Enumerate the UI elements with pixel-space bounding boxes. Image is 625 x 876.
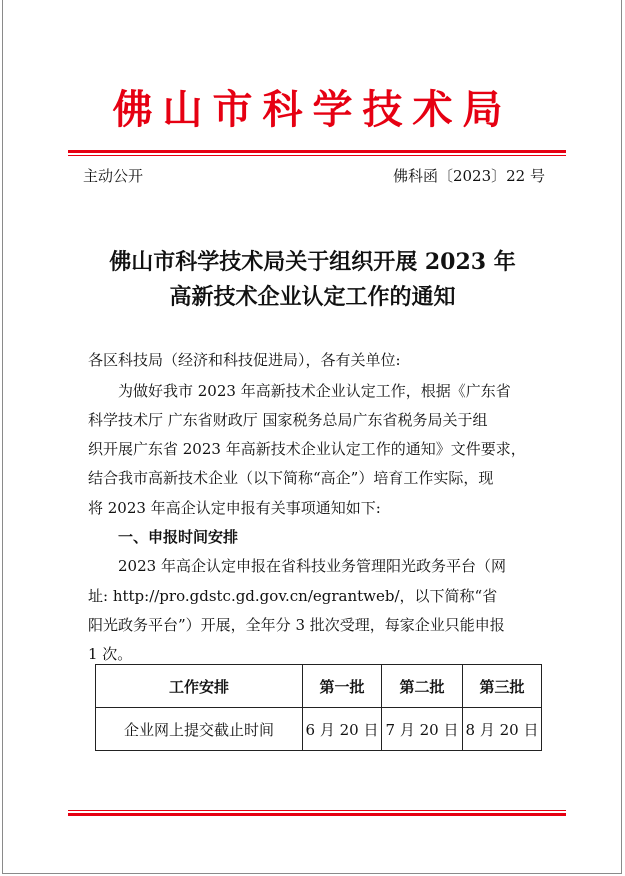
table-cell: 企业网上提交截止时间	[96, 708, 303, 751]
body-text-line: 1 次。	[88, 645, 133, 663]
section-heading: 一、申报时间安排	[88, 528, 239, 546]
red-divider-bottom-thick	[68, 813, 566, 816]
disclosure-label: 主动公开	[83, 167, 144, 185]
document-number: 佛科函〔2023〕22 号	[392, 167, 545, 185]
body-text-line: 结合我市高新技术企业（以下简称“高企”）培育工作实际，现	[88, 469, 494, 487]
body-text-line: 为做好我市 2023 年高新技术企业认定工作，根据《广东省	[88, 382, 511, 400]
table-header-cell: 第三批	[463, 665, 542, 708]
document-title-line-2: 高新技术企业认定工作的通知	[169, 284, 456, 310]
document-title-line-1: 佛山市科学技术局关于组织开展 2023 年	[109, 249, 516, 275]
table-header-cell: 工作安排	[96, 665, 303, 708]
body-text-line: 阳光政务平台”）开展，全年分 3 批次受理，每家企业只能申报	[88, 616, 505, 634]
body-text-line: 址: http://pro.gdstc.gd.gov.cn/egrantweb/，以下简称“省	[88, 587, 498, 605]
issuing-authority-title: 佛山市科学技术局	[112, 86, 513, 133]
table-row	[96, 708, 542, 751]
table-header-row	[96, 665, 542, 708]
table-cell: 8 月 20 日	[463, 708, 542, 751]
body-text-line: 将 2023 年高企认定申报有关事项通知如下:	[88, 499, 381, 517]
salutation: 各区科技局（经济和科技促进局），各有关单位:	[88, 351, 401, 369]
red-divider-top-thick	[68, 150, 566, 153]
body-text-line: 2023 年高企认定申报在省科技业务管理阳光政务平台（网	[88, 557, 506, 575]
body-text-line: 科学技术厅 广东省财政厅 国家税务总局广东省税务局关于组	[88, 411, 488, 429]
body-text-line: 织开展广东省 2023 年高新技术企业认定工作的通知》文件要求，	[88, 440, 526, 458]
table-header-cell: 第一批	[303, 665, 382, 708]
table-header-cell: 第二批	[382, 665, 463, 708]
schedule-table	[95, 664, 542, 751]
red-divider-bottom-thin	[68, 810, 566, 811]
table-cell: 7 月 20 日	[382, 708, 463, 751]
table-cell: 6 月 20 日	[303, 708, 382, 751]
red-divider-top-thin	[68, 155, 566, 156]
